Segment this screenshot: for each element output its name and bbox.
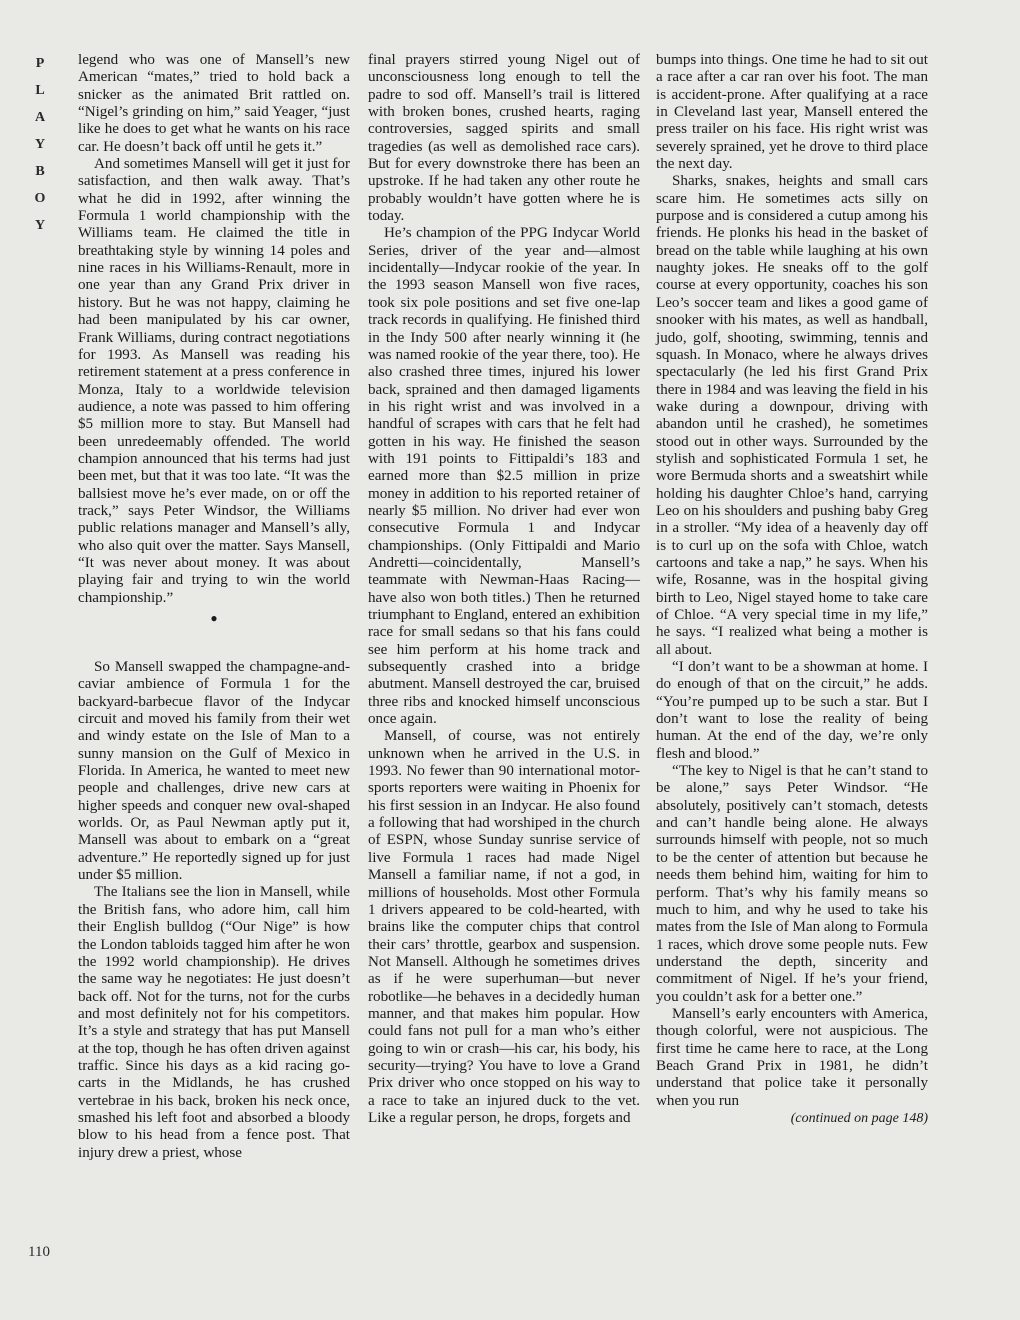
side-label-letter: L bbox=[35, 83, 45, 98]
magazine-side-label bbox=[30, 50, 50, 239]
paragraph: So Mansell swapped the champagne-and-caviar ambience of Formula 1 for the backyard-barbecue flavor of the Indycar circuit and moved his family from their wet and windy estate on the Isle of Man to a sunny mansion on the Gulf of Mexico in Florida. In America, he wanted to meet new people and challenges, drive new cars at higher speeds and conquer new oval-shaped worlds. Or, as Paul Newman aptly put it, Mansell was about to embark on a “great adventure.” He reportedly signed up for just under $5 million. bbox=[78, 659, 350, 884]
page-number: 110 bbox=[28, 1244, 50, 1260]
paragraph: He’s champion of the PPG Indycar World Series, driver of the year and—almost incidentally—Indycar rookie of the year. In the 1993 season Mansell won five races, took six pole positions and set five one-lap track records in qualifying. He finished third in the Indy 500 after nearly winning it (he was named rookie of the year there, too). He also crashed three times, injured his lower back, sprained and then damaged ligaments in his right wrist and was involved in a handful of scrapes with cars that he felt had gotten in his way. He finished the season with 191 points to Fittipaldi’s 183 and earned more than $2.5 million in prize money in addition to his reported retainer of nearly $5 million. No driver had ever won consecutive Formula 1 and Indycar championships. (Only Fittipaldi and Mario Andretti—coincidentally, Mansell’s teammate with Newman-Haas Racing—have also won both titles.) Then he returned triumphant to England, entered an exhibition race for small sedans so that his fans could see him perform at his home track and subsequently crashed into a bridge abutment. Mansell destroyed the car, bruised three ribs and knocked himself unconscious once again. bbox=[368, 225, 640, 728]
article-column-2 bbox=[368, 52, 640, 1127]
paragraph: Sharks, snakes, heights and small cars scare him. He sometimes acts silly on purpose and is considered a cutup among his friends. He plonks his head in the basket of bread on the table while laughing at his own naughty jokes. He sneaks off to the golf course at every opportunity, coaches his son Leo’s soccer team and likes a good game of snooker with his mates, as well as handball, judo, golf, shooting, swimming, tennis and squash. In Monaco, where he always drives spectacularly (he led his first Grand Prix there in 1984 and was leaving the field in his wake during a downpour, driving with abandon until he crashed), he sometimes stood out in other ways. Surrounded by the stylish and sophisticated Formula 1 set, he wore Bermuda shorts and a sweatshirt while holding his daughter Chloe’s hand, carrying Leo on his shoulders and pushing baby Greg in a stroller. “My idea of a heavenly day off is to curl up on the sofa with Chloe, watch cartoons and take a nap,” he says. When his wife, Rosanne, was in the hospital giving birth to Leo, Nigel stayed home to take care of Chloe. “A very special time in my life,” he says. “I realized what being a mother is all about. bbox=[656, 173, 928, 658]
paragraph: “The key to Nigel is that he can’t stand to be alone,” says Peter Windsor. “He absolutely, positively can’t stomach, detests and can’t handle being alone. He always surrounds himself with people, not so much to be the center of attention but because he needs them behind him, waiting for him to perform. That’s why his family means so much to him, and why he used to take his mates from the Isle of Man along to Formula 1 races, which drove some people nuts. Few understand the depth, sincerity and commitment of Nigel. If he’s your friend, you couldn’t ask for a better one.” bbox=[656, 763, 928, 1005]
paragraph: final prayers stirred young Nigel out of unconsciousness long enough to tell the padre to sod off. Mansell’s trail is littered with broken bones, crushed hearts, raging controversies, sagged spirits and small tragedies (as well as demolished race cars). But for every downstroke there has been an upstroke. If he had taken any other route he probably wouldn’t have gotten where he is today. bbox=[368, 52, 640, 225]
paragraph: And sometimes Mansell will get it just for satisfaction, and then walk away. That’s what he did in 1992, after winning the Formula 1 world championship with the Williams team. He claimed the title in breathtaking style by winning 14 poles and nine races in his Williams-Renault, more in one year than any Grand Prix driver in history. But he was not happy, claiming he had been manipulated by his car owner, Frank Williams, during contract negotiations for 1993. As Mansell was reading his retirement statement at a press conference in Monza, Italy to a worldwide television audience, a note was passed to him offering $5 million more to stay. But Mansell had been unredeemably offended. The world champion announced that his terms had just been met, but that it was too late. “It was the ballsiest move he’s ever made, on or off the track,” says Peter Windsor, the Williams public relations manager and Mansell’s ally, who also quit over the matter. Says Mansell, “It was never about money. It was about playing fair and trying to win the world championship.” bbox=[78, 156, 350, 606]
paragraph: “I don’t want to be a showman at home. I do enough of that on the circuit,” he adds. “You’re pumped up to be such a star. But I don’t want to lose the reality of being human. At the end of the day, we’re only flesh and blood.” bbox=[656, 659, 928, 762]
side-label-letter: Y bbox=[34, 218, 46, 233]
paragraph: legend who was one of Mansell’s new American “mates,” tried to hold back a snicker as the animated Brit rattled on. “Nigel’s grinding on him,” said Yeager, “just like he does to get what he wants on his race car. He doesn’t back off until he gets it.” bbox=[78, 52, 350, 155]
continued-note: (continued on page 148) bbox=[790, 1110, 928, 1126]
article-column-3 bbox=[656, 52, 928, 1127]
paragraph: Mansell, of course, was not entirely unknown when he arrived in the U.S. in 1993. No fewer than 90 international motor-sports reporters were waiting in Phoenix for his first session in an Indycar. He also found a following that had worshiped in the church of ESPN, whose Sunday sunrise service of live Formula 1 races had made Nigel Mansell a familiar name, if not a god, in millions of households. Most other Formula 1 drivers appeared to be cold-hearted, with brains like the computer chips that control their cars’ throttle, gearbox and suspension. Not Mansell. Although he sometimes drives as if he were superhuman—but never robotlike—he behaves in a decidedly human manner, and that makes him popular. How could fans not pull for a man who’s either going to win or crash—his car, his body, his security—trying? You have to love a Grand Prix driver who once stopped on his way to a race to take an injured duck to the vet. Like a regular person, he drops, forgets and bbox=[368, 728, 640, 1126]
paragraph: The Italians see the lion in Mansell, while the British fans, who adore him, call him their English bulldog (“Our Nige” is how the London tabloids tagged him after he won the 1992 world championship). He drives the same way he negotiates: He just doesn’t back off. Not for the turns, not for the curbs and most definitely not for his competitors. It’s a style and strategy that has put Mansell at the top, though he has often driven against traffic. Since his days as a kid racing go-carts in the Midlands, he has crushed vertebrae in his back, broken his neck once, smashed his left foot and absorbed a bloody blow to his head from a fence post. That injury drew a priest, whose bbox=[78, 884, 350, 1161]
section-break-bullet: ● bbox=[210, 611, 218, 625]
side-label-letter: B bbox=[35, 164, 45, 179]
article-column-1 bbox=[78, 52, 350, 1162]
section-gap bbox=[78, 639, 350, 659]
paragraph: Mansell’s early encounters with America, though colorful, were not auspicious. The first time he came here to race, at the Long Beach Grand Prix in 1981, he didn’t understand that police take it personally when you run bbox=[656, 1005, 928, 1109]
paragraph: bumps into things. One time he had to sit out a race after a car ran over his foot. The man is accident-prone. After qualifying at a race in Cleveland last year, Mansell entered the press trailer on his face. His right wrist was severely sprained, yet he drove to third place the next day. bbox=[656, 52, 928, 173]
side-label-letter: A bbox=[34, 110, 46, 125]
side-label-letter: O bbox=[34, 191, 46, 206]
side-label-letter: Y bbox=[34, 137, 46, 152]
side-label-letter: P bbox=[35, 56, 45, 71]
